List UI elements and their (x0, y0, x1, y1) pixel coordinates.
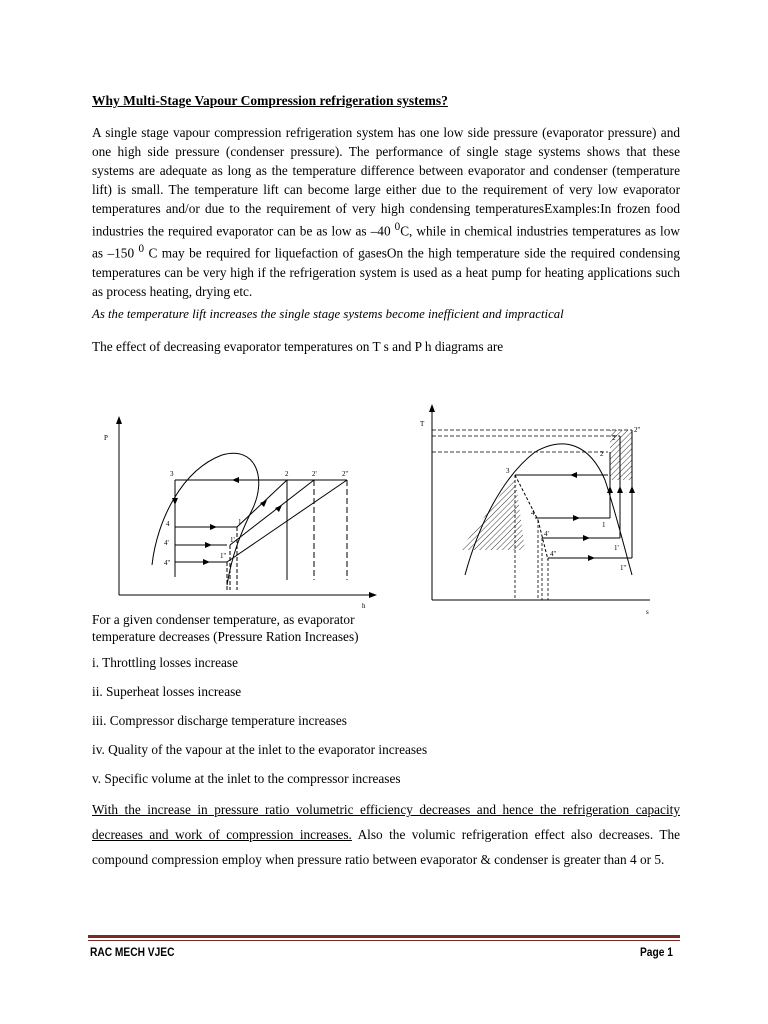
figure-caption: For a given condenser temperature, as evaporator temperature decreases (Pressure Ration Increases) (92, 612, 359, 644)
conclusion-underlined: With the increase in pressure ratio volumetric efficiency decreases and hence the refrigeration capacity decreases and work of compression increases. (92, 802, 680, 842)
ph-y-axis-label: P (104, 434, 108, 442)
list-item: iii. Compressor discharge temperature increases (92, 713, 347, 728)
ph-label-2: 2 (285, 470, 289, 478)
ts-label-1: 1 (602, 521, 606, 529)
ts-label-2p: 2' (612, 434, 617, 442)
footer-rule-thick (88, 935, 680, 938)
ts-label-4pp: 4'' (550, 550, 557, 558)
ph-label-2p: 2' (312, 470, 317, 478)
list-item: iv. Quality of the vapour at the inlet to the evaporator increases (92, 742, 428, 757)
list-item: i. Throttling losses increase (92, 655, 238, 670)
ts-label-4: 4 (531, 509, 535, 517)
conclusion-paragraph (92, 797, 680, 872)
ts-label-1p: 1' (614, 544, 619, 552)
ts-label-4p: 4' (544, 530, 549, 538)
list-item: v. Specific volume at the inlet to the compressor increases (92, 771, 401, 786)
ph-label-2pp: 2'' (342, 470, 349, 478)
ts-y-axis-label: T (420, 420, 425, 428)
ts-x-axis-label: s (646, 608, 649, 616)
ph-label-4pp: 4'' (164, 559, 171, 567)
footer-rule-thin (88, 940, 680, 941)
ts-diagram (420, 400, 660, 622)
ts-label-2pp: 2'' (634, 426, 641, 434)
ts-label-1pp: 1'' (620, 564, 627, 572)
ph-label-1p: 1' (230, 536, 235, 544)
intro-text-2: C, while in chemical industries temperatures as low as –150 (92, 223, 680, 261)
footer-department: RAC MECH VJEC (90, 945, 175, 959)
ts-label-2: 2 (600, 450, 604, 458)
conclusion-rest: Also the volumic refrigeration effect also decreases. The compound compression employ when pressure ratio between evaporator & condenser is greater than 4 or 5. (92, 827, 681, 867)
page-heading: Why Multi-Stage Vapour Compression refrigeration systems? (92, 93, 448, 108)
intro-sup-1: 0 (394, 221, 401, 233)
italic-note: As the temperature lift increases the single stage systems become inefficient and impractical (92, 307, 564, 321)
effect-line: The effect of decreasing evaporator temperatures on T s and P h diagrams are (92, 339, 504, 354)
ph-label-1: 1 (238, 518, 242, 526)
list-item: ii. Superheat losses increase (92, 684, 242, 699)
intro-sup-2: 0 (138, 243, 145, 256)
ph-label-1pp: 1'' (220, 552, 227, 560)
intro-text-1: A single stage vapour compression refrigeration system has one low side pressure (evaporator pressure) and one high side pressure (condenser pressure). The performance of single stage systems shows that these systems are adequate as long as the temperature difference between evaporator and condenser (temperature lift) is small. The temperature lift can become large either due to the requirement of very low evaporator temperatures and/or due to the requirement of very high condensing temperaturesExamples:In frozen food industries the required evaporator can be as low as –40 (92, 125, 680, 239)
intro-text-3: C may be required for liquefaction of gasesOn the high temperature side the required condensing temperatures can be very high if the refrigeration system is used as a heat pump for heating applications such as process heating, drying etc. (92, 245, 680, 299)
ph-diagram (92, 410, 382, 610)
ph-label-4: 4 (166, 520, 170, 528)
ph-x-axis-label: h (362, 602, 366, 610)
ph-label-3: 3 (170, 470, 174, 478)
ph-label-4p: 4' (164, 539, 169, 547)
intro-paragraph (92, 123, 680, 301)
footer-page-number: Page 1 (640, 945, 673, 959)
ts-label-3: 3 (506, 467, 510, 475)
